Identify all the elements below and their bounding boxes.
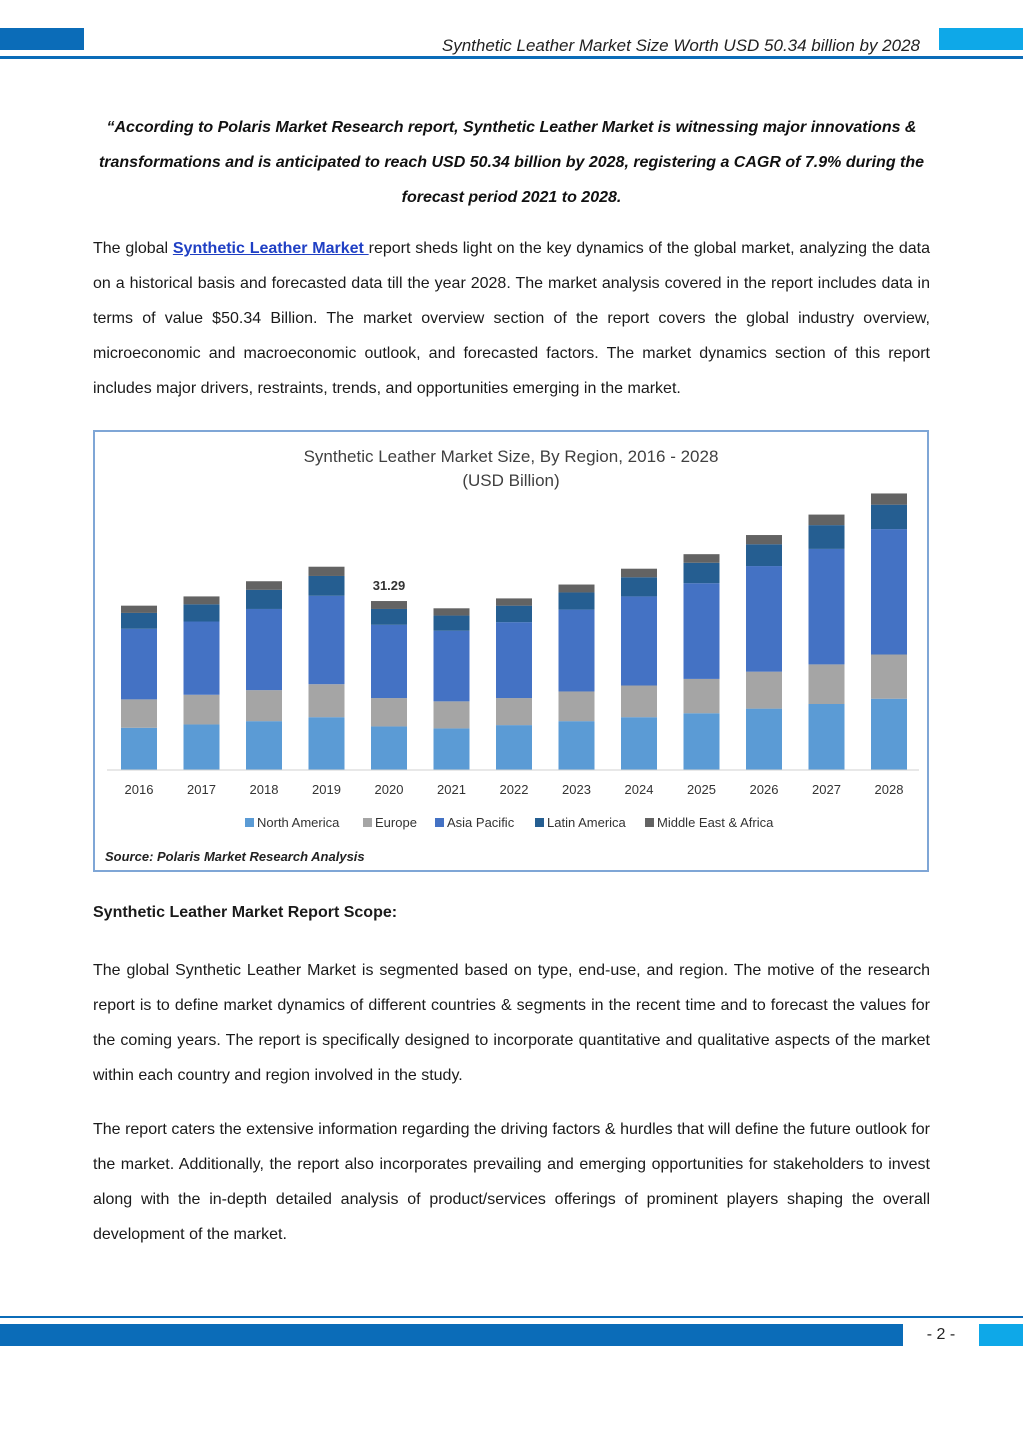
footer-rule [0,1316,1023,1318]
chart-source: Source: Polaris Market Research Analysis [105,849,365,864]
legend-swatch-3 [535,818,544,827]
bar-2021-series-4 [434,608,470,615]
bar-2019-series-4 [309,567,345,576]
bar-2026-series-0 [746,709,782,770]
bar-2028-series-3 [871,505,907,529]
bar-2023-series-3 [559,592,595,609]
scope-paragraph: The global Synthetic Leather Market is segmented based on type, end-use, and region. The motive of the research report is to define market dynamics of different countries & segments in the recent time and to forecast the values for the coming years. The report is specifically designed to incorporate quantitative and qualitative aspects of the market within each country and region involved in the study. [93,962,930,1084]
legend-swatch-0 [245,818,254,827]
bar-2016-series-2 [121,629,157,700]
bar-2025-series-2 [684,583,720,679]
bar-2018-series-2 [246,609,282,690]
header-title: Synthetic Leather Market Size Worth USD 50.34 billion by 2028 [441,36,920,55]
bar-2016-series-4 [121,606,157,613]
legend-item-1 [363,815,417,830]
bar-2022-series-0 [496,725,532,770]
bar-2024-series-4 [621,569,657,578]
x-tick-2023: 2023 [562,782,591,797]
legend-item-4 [645,815,774,830]
market-size-chart [93,430,929,872]
bar-2025-series-1 [684,679,720,713]
bar-2028-series-4 [871,493,907,504]
header-rule [0,56,1023,59]
x-tick-2017: 2017 [187,782,216,797]
bar-2017-series-0 [184,724,220,770]
bar-2021-series-1 [434,701,470,728]
bar-2020-series-3 [371,609,407,625]
legend-swatch-2 [435,818,444,827]
legend-label-1: Europe [375,815,417,830]
footer-bar [0,1324,903,1346]
chart-bars [121,493,907,770]
bar-2024-series-3 [621,577,657,596]
bar-2027-series-0 [809,704,845,770]
bar-2026-series-3 [746,544,782,566]
bar-2021-series-2 [434,631,470,702]
legend-swatch-1 [363,818,372,827]
legend-item-3 [535,815,627,830]
bar-2028-series-1 [871,655,907,699]
bar-2019-series-2 [309,596,345,684]
chart-subtitle: (USD Billion) [462,471,560,490]
data-label-2020: 31.29 [372,578,406,594]
bar-2022-series-2 [496,622,532,698]
chart-legend [245,815,774,830]
bar-2023-series-1 [559,691,595,721]
legend-label-2: Asia Pacific [447,815,515,830]
x-tick-2024: 2024 [624,782,654,797]
bar-2022-series-3 [496,606,532,623]
bar-2020-series-2 [371,625,407,698]
bar-2028-series-0 [871,699,907,770]
bar-2017-series-1 [184,695,220,725]
x-axis-labels [125,782,904,797]
x-tick-2027: 2027 [812,782,841,797]
bar-2027-series-4 [809,515,845,526]
header-right-accent [939,28,1023,50]
legend-label-0: North America [257,815,340,830]
bar-2024-series-0 [621,717,657,770]
bar-2027-series-2 [809,549,845,665]
header-left-accent [0,28,84,50]
bar-2026-series-4 [746,535,782,544]
x-tick-2018: 2018 [249,782,279,797]
chart-title: Synthetic Leather Market Size, By Region, 2016 - 2028 [303,447,719,466]
bar-2026-series-2 [746,566,782,672]
bar-2020-series-0 [371,726,407,770]
legend-item-0 [245,815,340,830]
x-tick-2022: 2022 [499,782,529,797]
bar-2026-series-1 [746,672,782,709]
chart-canvas [95,432,927,870]
bar-2025-series-3 [684,563,720,583]
bar-2017-series-3 [184,604,220,621]
bar-2022-series-1 [496,698,532,725]
legend-label-4: Middle East & Africa [657,815,774,830]
scope-heading: Synthetic Leather Market Report Scope: [93,904,398,921]
bar-2018-series-1 [246,690,282,721]
intro-quote: “According to Polaris Market Research report, Synthetic Leather Market is witnessing major innovations & transformations and is anticipated to reach USD 50.34 billion by 2028, registering a CAGR of 7.9% during the forecast period 2021 to 2028. [98,119,925,206]
bar-2020-series-4 [371,601,407,609]
bar-2024-series-1 [621,686,657,718]
market-report-link[interactable]: Synthetic Leather Market [172,240,369,257]
bar-2016-series-3 [121,613,157,629]
bar-2017-series-4 [184,596,220,604]
bar-2017-series-2 [184,622,220,695]
intro-paragraph [93,231,930,406]
legend-label-3: Latin America [547,815,626,830]
legend-item-2 [435,815,515,830]
outlook-paragraph: The report caters the extensive information regarding the driving factors & hurdles that will define the future outlook for the market. Additionally, the report also incorporates prevailing and emerging opportunities for stakeholders to invest along with the in-depth detailed analysis of product/services offerings of prominent players shaping the overall development of the market. [93,1121,930,1243]
x-tick-2019: 2019 [312,782,341,797]
bar-2019-series-3 [309,576,345,596]
legend-swatch-4 [645,818,654,827]
bar-2019-series-1 [309,684,345,717]
bar-2027-series-3 [809,525,845,549]
bar-2023-series-2 [559,610,595,692]
bar-2027-series-1 [809,664,845,704]
chart-data-labels [373,578,406,593]
bar-2021-series-0 [434,728,470,770]
bar-2019-series-0 [309,717,345,770]
x-tick-2020: 2020 [374,782,404,797]
x-tick-2016: 2016 [124,782,154,797]
bar-2023-series-4 [559,585,595,593]
footer-right-accent [979,1324,1023,1346]
bar-2018-series-3 [246,590,282,609]
x-tick-2026: 2026 [749,782,779,797]
intro-text-after: report sheds light on the key dynamics of the global market, analyzing the data on a historical basis and forecasted data till the year 2028. The market analysis covered in the report includes data in terms of value $50.34 Billion. The market overview section of the report covers the global industry overview, microeconomic and macroeconomic outlook, and forecasted factors. The market dynamics section of this report includes major drivers, restraints, trends, and opportunities emerging in the market. [93,240,930,397]
bar-2016-series-0 [121,728,157,770]
intro-text-before: The global [93,240,173,257]
bar-2018-series-4 [246,581,282,590]
bar-2020-series-1 [371,698,407,726]
bar-2023-series-0 [559,721,595,770]
bar-2028-series-2 [871,529,907,654]
bar-2018-series-0 [246,721,282,770]
x-tick-2021: 2021 [437,782,466,797]
bar-2016-series-1 [121,699,157,727]
bar-2022-series-4 [496,598,532,605]
bar-2025-series-0 [684,713,720,770]
bar-2024-series-2 [621,596,657,685]
bar-2025-series-4 [684,554,720,563]
x-tick-2025: 2025 [687,782,716,797]
page-number: - 2 - [926,1326,956,1343]
bar-2021-series-3 [434,616,470,631]
x-tick-2028: 2028 [874,782,904,797]
